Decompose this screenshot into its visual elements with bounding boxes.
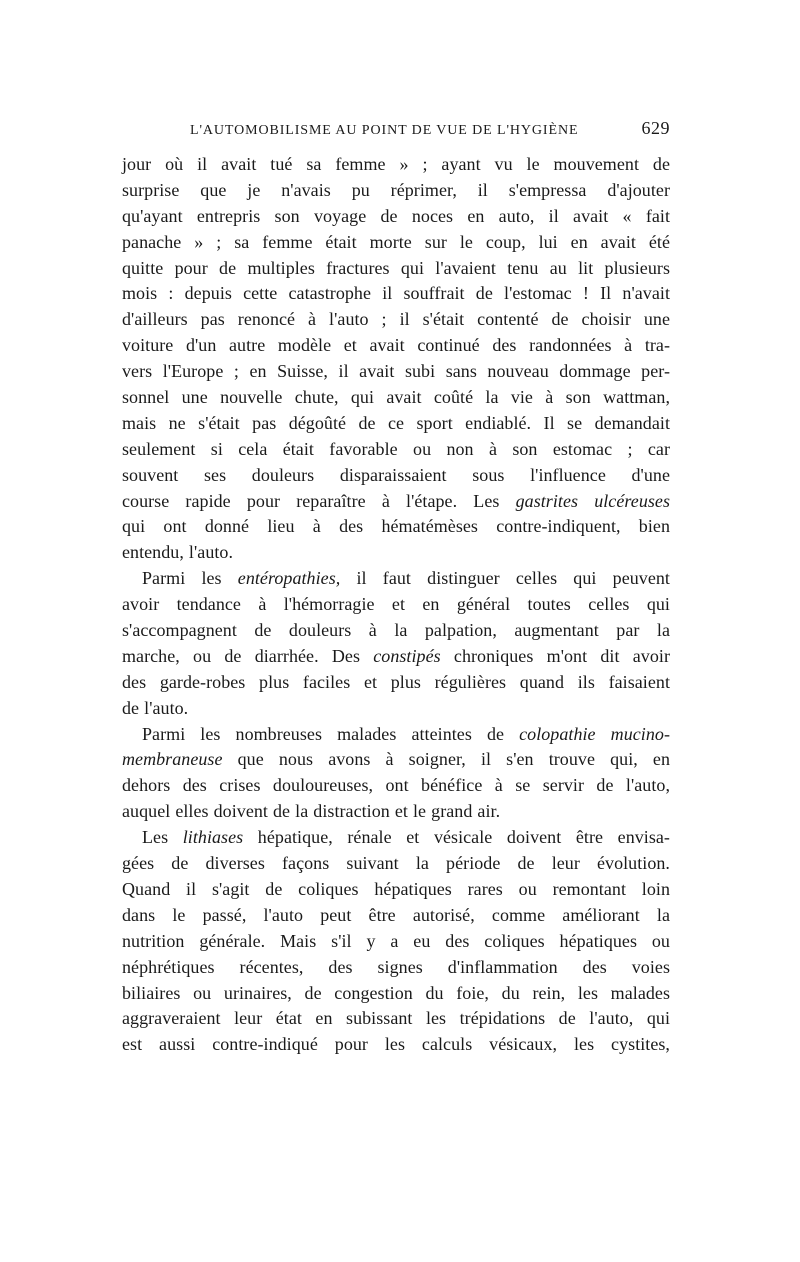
text-run: quitte pour de multiples fractures qui l'avaient tenu au lit plusieurs	[122, 257, 670, 278]
text-line	[122, 514, 670, 540]
italic-term: gastrites ulcéreuses	[515, 490, 671, 511]
text-line	[122, 670, 670, 696]
italic-term: constipés	[373, 645, 441, 666]
text-line	[122, 204, 670, 230]
text-line	[122, 1006, 670, 1032]
text-run: il faut distinguer celles qui peuvent	[340, 568, 670, 589]
text-line	[122, 851, 670, 877]
italic-term: lithiases	[182, 827, 244, 848]
text-run: sonnel une nouvelle chute, qui avait coûté la vie à son wattman,	[122, 387, 670, 408]
text-run: Parmi les nombreuses malades atteintes de	[142, 723, 520, 744]
text-run: aggraveraient leur état en subissant les trépidations de l'auto, qui	[122, 1008, 670, 1029]
text-line	[122, 592, 670, 618]
page-number: 629	[641, 118, 670, 138]
text-run: d'ailleurs pas renoncé à l'auto ; il s'était contenté de choisir une	[122, 309, 670, 330]
text-line	[122, 489, 670, 515]
text-line	[122, 437, 670, 463]
text-run: mois : depuis cette catastrophe il souffrait de l'estomac ! Il n'avait	[122, 283, 670, 304]
text-line	[122, 178, 670, 204]
text-run: biliaires ou urinaires, de congestion du foie, du rein, les malades	[122, 982, 670, 1003]
text-run: que nous avons à soigner, il s'en trouve qui, en	[222, 749, 670, 770]
text-line	[122, 644, 670, 670]
text-run: dans le passé, l'auto peut être autorisé, comme améliorant la	[122, 904, 670, 925]
text-run: mais ne s'était pas dégoûté de ce sport endiablé. Il se demandait	[122, 412, 670, 433]
text-line	[122, 903, 670, 929]
text-run: qu'ayant entrepris son voyage de noces en auto, il avait « fait	[122, 205, 670, 226]
italic-term: membraneuse	[122, 749, 223, 770]
text-line	[122, 152, 670, 178]
text-run: entendu, l'auto.	[122, 542, 234, 563]
running-head	[122, 118, 670, 146]
italic-term: colopathie mucino-	[519, 723, 670, 744]
text-run: néphrétiques récentes, des signes d'inflammation des voies	[122, 956, 670, 977]
italic-term: entéropathies,	[237, 568, 341, 589]
text-run: gées de diverses façons suivant la période de leur évolution.	[122, 853, 670, 874]
text-run: est aussi contre-indiqué pour les calculs vésicaux, les cystites,	[122, 1034, 670, 1055]
text-line	[122, 385, 670, 411]
text-run: surprise que je n'avais pu réprimer, il s'empressa d'ajouter	[122, 179, 670, 200]
text-run: chroniques m'ont dit avoir	[440, 645, 670, 666]
text-run: hépatique, rénale et vésicale doivent être envisa-	[243, 827, 670, 848]
text-line	[122, 981, 670, 1007]
text-line	[122, 540, 670, 566]
text-run: de l'auto.	[122, 697, 189, 718]
text-line	[122, 281, 670, 307]
text-line	[122, 747, 670, 773]
text-run: souvent ses douleurs disparaissaient sous l'influence d'une	[122, 464, 670, 485]
text-line	[122, 463, 670, 489]
text-run: avoir tendance à l'hémorragie et en général toutes celles qui	[122, 594, 670, 615]
text-run: course rapide pour reparaître à l'étape. Les	[122, 490, 516, 511]
text-line	[122, 333, 670, 359]
text-line	[122, 618, 670, 644]
text-run: marche, ou de diarrhée. Des	[122, 645, 374, 666]
text-run: nutrition générale. Mais s'il y a eu des coliques hépatiques ou	[122, 930, 670, 951]
text-line	[122, 307, 670, 333]
text-run: Les	[142, 827, 183, 848]
text-run: dehors des crises douloureuses, ont bénéfice à se servir de l'auto,	[122, 775, 670, 796]
text-run: qui ont donné lieu à des hématémèses contre-indiquent, bien	[122, 516, 670, 537]
text-line	[122, 955, 670, 981]
text-run: des garde-robes plus faciles et plus régulières quand ils faisaient	[122, 671, 670, 692]
text-line	[122, 566, 670, 592]
text-line	[122, 877, 670, 903]
text-run: voiture d'un autre modèle et avait continué des randonnées à tra-	[122, 335, 670, 356]
body-text	[122, 152, 670, 1058]
text-line	[122, 256, 670, 282]
text-run: jour où il avait tué sa femme » ; ayant vu le mouvement de	[122, 154, 670, 174]
text-line	[122, 722, 670, 748]
text-run: Quand il s'agit de coliques hépatiques rares ou remontant loin	[122, 878, 670, 899]
text-run: vers l'Europe ; en Suisse, il avait subi sans nouveau dommage per-	[122, 361, 670, 382]
running-title: L'AUTOMOBILISME AU POINT DE VUE DE L'HYGIÈNE	[190, 123, 579, 138]
text-line	[122, 929, 670, 955]
text-run: Parmi les	[142, 568, 238, 589]
text-run: panache » ; sa femme était morte sur le coup, lui en avait été	[122, 231, 670, 252]
text-run: auquel elles doivent de la distraction et le grand air.	[122, 801, 501, 822]
text-line	[122, 1032, 670, 1058]
text-line	[122, 230, 670, 256]
book-page	[122, 118, 670, 1058]
text-line	[122, 773, 670, 799]
text-line	[122, 799, 670, 825]
text-line	[122, 359, 670, 385]
text-line	[122, 825, 670, 851]
text-run: s'accompagnent de douleurs à la palpation, augmentant par la	[122, 620, 670, 641]
text-line	[122, 696, 670, 722]
text-line	[122, 411, 670, 437]
text-run: seulement si cela était favorable ou non à son estomac ; car	[122, 438, 670, 459]
